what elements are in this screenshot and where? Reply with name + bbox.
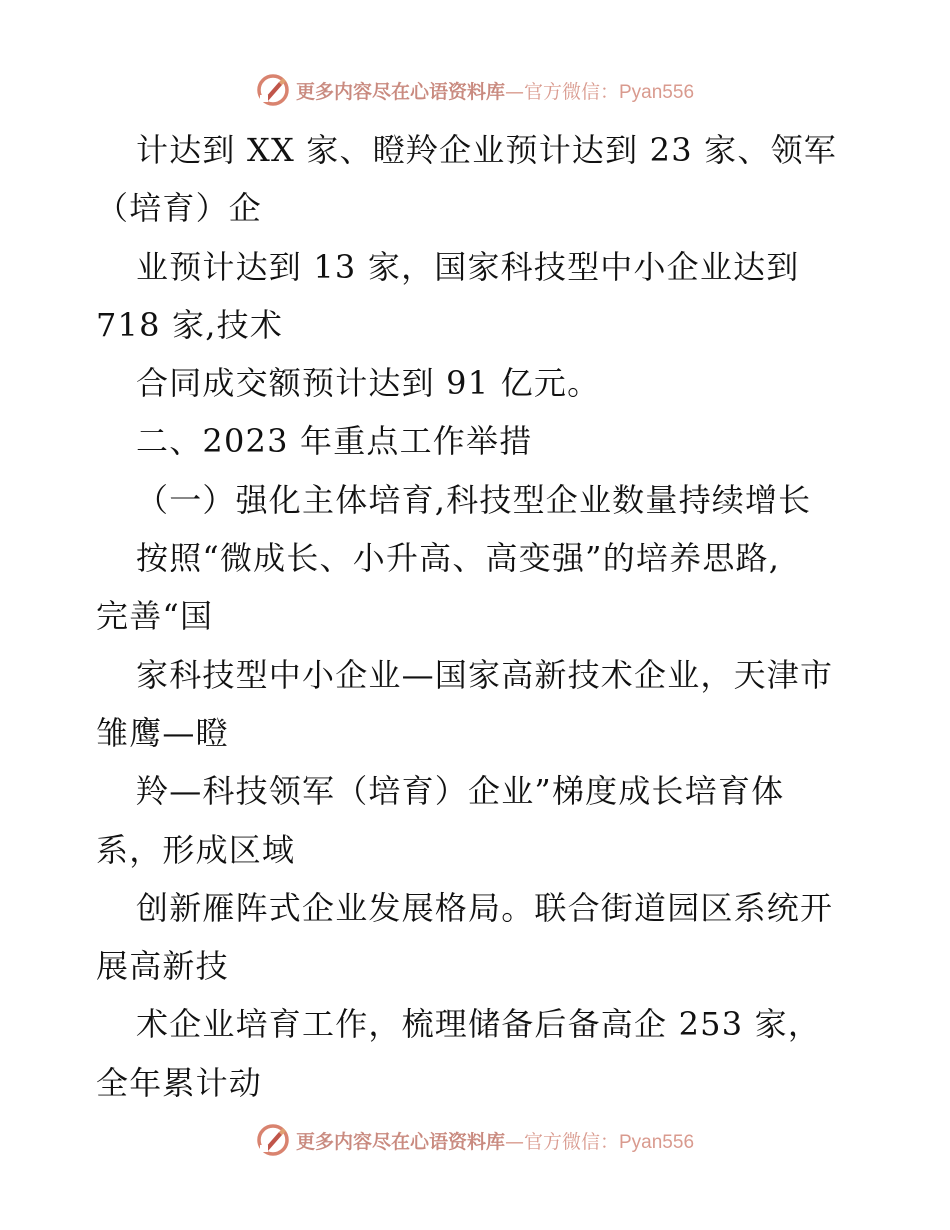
text-line: 系，形成区域 bbox=[96, 830, 296, 869]
text-line: 全年累计动 bbox=[96, 1063, 263, 1102]
text-line: 创新雁阵式企业发展格局。联合街道园区系统开 bbox=[136, 888, 834, 927]
document-body bbox=[96, 121, 866, 1112]
text-line: 雏鹰—瞪 bbox=[96, 713, 229, 752]
watermark-site: 更多内容尽在心语资料库 bbox=[295, 1130, 505, 1153]
watermark-contact-id: Pyan556 bbox=[619, 1131, 695, 1153]
watermark-dash: — bbox=[504, 80, 524, 103]
text-line: 家科技型中小企业—国家高新技术企业，天津市 bbox=[136, 655, 834, 694]
text-line: 合同成交额预计达到 91 亿元。 bbox=[136, 364, 601, 403]
text-line: 业预计达到 13 家，国家科技型中小企业达到 bbox=[136, 247, 800, 286]
section-heading: 二、2023 年重点工作举措 bbox=[136, 422, 533, 461]
text-line: 计达到 XX 家、瞪羚企业预计达到 23 家、领军 bbox=[136, 131, 837, 169]
watermark-contact-id: Pyan556 bbox=[619, 81, 695, 103]
brand-logo-icon bbox=[256, 1123, 290, 1157]
watermark-site: 更多内容尽在心语资料库 bbox=[295, 80, 505, 103]
text-line: 展高新技 bbox=[96, 947, 229, 986]
text-line: 718 家,技术 bbox=[96, 305, 284, 344]
text-line: 术企业培育工作，梳理储备后备高企 253 家， bbox=[136, 1005, 822, 1044]
watermark-dash: — bbox=[504, 1130, 524, 1153]
watermark-header bbox=[0, 70, 950, 110]
text-line: 羚—科技领军（培育）企业”梯度成长培育体 bbox=[136, 772, 785, 811]
watermark-contact-label: 官方微信： bbox=[523, 1130, 619, 1153]
brand-logo-icon bbox=[256, 73, 290, 107]
subsection-heading: （一）强化主体培育,科技型企业数量持续增长 bbox=[136, 480, 812, 519]
text-line: 完善“国 bbox=[96, 597, 214, 636]
text-line: （培育）企 bbox=[96, 189, 263, 228]
watermark-footer bbox=[0, 1120, 950, 1160]
text-line: 按照“微成长、小升高、高变强”的培养思路, bbox=[136, 539, 781, 578]
watermark-contact-label: 官方微信： bbox=[523, 80, 619, 103]
